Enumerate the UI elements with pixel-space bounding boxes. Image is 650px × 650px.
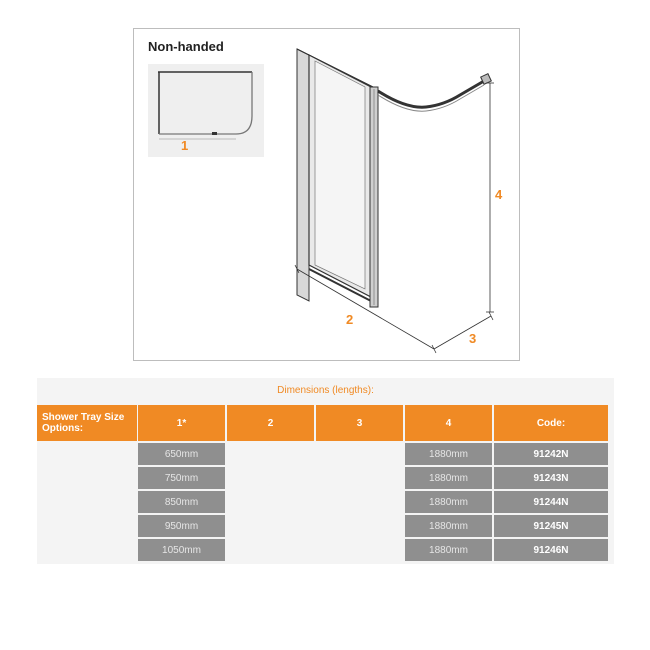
row-4-dim-1: 950mm [138, 515, 225, 537]
row-3-dim-4: 1880mm [405, 491, 492, 513]
row-1-dim-1: 650mm [138, 443, 225, 465]
header-dim-2: 2 [227, 405, 314, 441]
row-3-code: 91244N [494, 491, 608, 513]
header-tray-size: Shower Tray Size Options: [37, 405, 137, 441]
variant-title: Non-handed [148, 39, 224, 54]
header-dim-4: 4 [405, 405, 492, 441]
row-2-dim-4: 1880mm [405, 467, 492, 489]
product-diagram [133, 28, 520, 361]
dimensions-table [37, 378, 614, 564]
header-code: Code: [494, 405, 608, 441]
walk-in-screen-drawing [134, 29, 521, 362]
row-3-dim-1: 850mm [138, 491, 225, 513]
dimension-3-label: 3 [469, 331, 477, 346]
row-1-dim-4: 1880mm [405, 443, 492, 465]
row-4-dim-4: 1880mm [405, 515, 492, 537]
plan-dimension-1-label: 1 [181, 138, 189, 153]
row-5-dim-4: 1880mm [405, 539, 492, 561]
dimension-4-label: 4 [495, 187, 503, 202]
row-2-dim-1: 750mm [138, 467, 225, 489]
row-2-code: 91243N [494, 467, 608, 489]
row-4-code: 91245N [494, 515, 608, 537]
row-1-code: 91242N [494, 443, 608, 465]
header-dim-3: 3 [316, 405, 403, 441]
dimensions-title: Dimensions (lengths): [277, 385, 374, 396]
header-dim-1: 1* [138, 405, 225, 441]
row-5-code: 91246N [494, 539, 608, 561]
row-5-dim-1: 1050mm [138, 539, 225, 561]
dimension-2-label: 2 [346, 312, 354, 327]
